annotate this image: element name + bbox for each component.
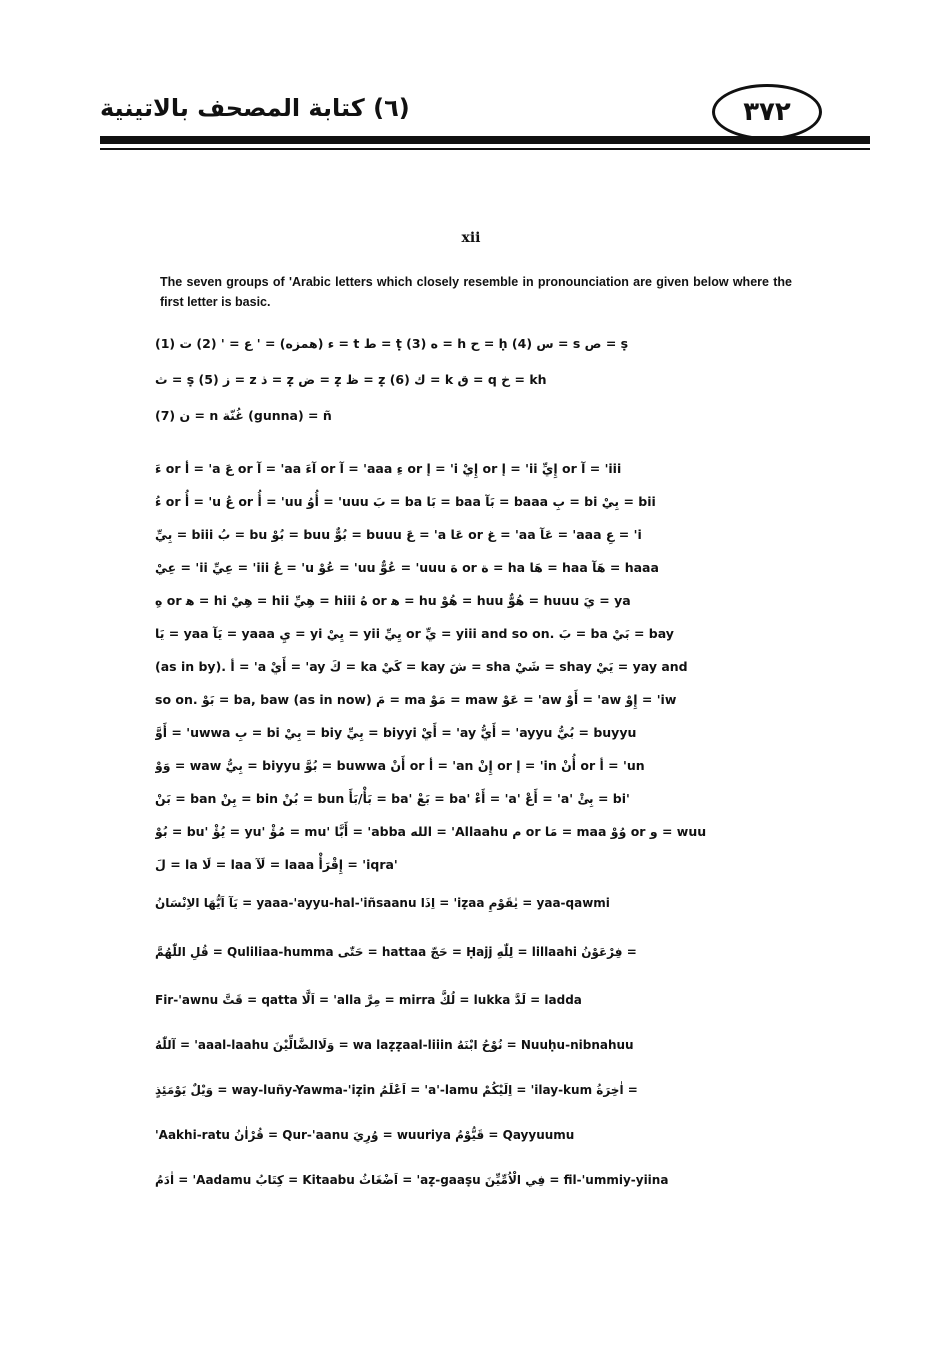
- letter-group-line: (7) ن = n غُنّة (gunna) = ñ: [155, 408, 332, 423]
- transliteration-line: لَ = la لَا = laa لَآ = laaa إِقْرَأْ = 'iqra': [155, 857, 398, 872]
- transliteration-body: [155, 326, 795, 1203]
- transliteration-line: عِيْ = 'ii عِيِّ = 'iii عُ = 'u عُوْ = 'uu عُوٌّ = 'uuu هَ or ة = ha هَا = haa هَآ = haaa: [155, 560, 659, 575]
- transliteration-line: ءَ or أ = 'a عَ or آ = 'aa آءَ or آ = 'aaa ءِ or إ = 'i إِيْ or إ = 'ii إِيِّ or آ = 'iii: [155, 461, 622, 476]
- transliteration-line: هِ or ﻫ = hi هِيْ = hii هِيِّ = hiii هُ or ﻫ = hu هُوْ = huu هُوٌّ = huuu يَ = ya: [155, 593, 631, 608]
- transliteration-line: أَوَّ = 'uwwa بِ = bi بِيْ = biy بِيِّ = biyyi أَيْ = 'ay أَيُّ = 'ayyu بُيُّ = buyyu: [155, 725, 637, 740]
- example-line: 'Aakhi-ratu قُرْاٰنُ = Qur-'aanu وُرِيَ = wuuriya قَيُّوْمُ = Qayyuumu: [155, 1128, 575, 1142]
- example-line: يَآ اَيُّهَا الاِنْسَانُ = yaaa-'ayyu-hal-'iñsaanu اِذَا = 'iẓaa يٰقَوْمِ = yaa-qawmi: [155, 896, 610, 910]
- page-number-oval: [712, 84, 822, 140]
- transliteration-line: ءُ or أُ = 'u عُ or أُ = 'uu أُوُ = 'uuu بَ = ba بَا = baa بَآ = baaa بِ = bi بِيْ = bii: [155, 494, 656, 509]
- example-line: Fir-'awnu قَتَّ = qatta اَلَّا = 'alla مِرَّ = mirra لُكَّ = lukka لَدَّ = ladda: [155, 993, 582, 1007]
- transliteration-line: بَنْ = ban بِنْ = bin بُنْ = bun بَأْ/بَأَ = ba' بَعْ = ba' أَءْ = 'a' أَعْ = 'a' بِئْ = bi': [155, 791, 630, 806]
- example-line: قُلِ اللّٰهُمَّ = Quliliaa-humma حَتّٰى = hattaa حَجّ = Ḥajj لِلّٰهِ = lillaahi فِرْعَوْنُ =: [155, 945, 637, 959]
- transliteration-line: وَوْ = waw بِيُّ = biyyu بُوَّ = buwwa أَنْ or أ = 'an إِنْ or إ = 'in أُنْ or أ = 'un: [155, 758, 645, 773]
- header-title: (٦) كتابة المصحف بالاتينية: [100, 94, 410, 122]
- roman-page-number: xii: [461, 230, 481, 246]
- letter-group-line: ث = ṣ (5) ز = z ذ = ẓ ض = ẓ ظ = ẓ (6) ك = k ق = q خ = kh: [155, 372, 547, 387]
- page-number: ٣٧٢: [743, 97, 791, 127]
- header-rule-thick: [100, 136, 870, 144]
- page-header: [100, 78, 870, 158]
- spacer: [155, 434, 795, 452]
- transliteration-line: يَا = yaa يَآ = yaaa يِ = yi يِيْ = yii يِيِّ or يِّ = yiii and so on. بَ = ba بَيْ = bay: [155, 626, 674, 641]
- transliteration-line: so on. بَوْ = ba, baw (as in now) مَ = ma مَوْ = maw عَوْ = 'aw أَوْ = 'aw إِوْ = 'iw: [155, 692, 677, 707]
- example-line: آللّٰهُ = 'aaal-laahu وَلَاالضَّالِّيْنَ = wa laẓẓaal-liiin نُوْحُ ابْنَهُ = Nuuḥu-nibnahuu: [155, 1038, 634, 1052]
- transliteration-line: (as in by). أ = 'a أَيْ = 'ay كَ = ka كَيْ = kay شَ = sha شَيْ = shay يَيْ = yay and: [155, 659, 688, 674]
- letter-group-line: (1) ء (همزه) = ' ع = ' (2) ت = t ط = ṭ (3) ه = h ح = ḥ (4) س = s ص = ṣ: [155, 336, 629, 351]
- header-rule-thin: [100, 148, 870, 150]
- example-line: اٰدَمُ = 'Aadamu كِتَابُ = Kitaabu اَضْغَاثُ = 'aẓ-gaaṣu فِي الْاُمِّيِّنَ = fil-'ummiy-yiina: [155, 1173, 669, 1187]
- transliteration-line: بُوْ = bu' يُؤْ = yu' مُؤْ = mu' أَبَّا = 'abba الله = 'Allaahu م or مَا = maa وُوْ or و = wuu: [155, 824, 707, 839]
- transliteration-line: بِيِّ = biii بُ = bu بُوْ = buu بُوٌّ = buuu عَ = 'a عَا or غ = 'aa عَآ = 'aaa عِ = 'i: [155, 527, 642, 542]
- example-line: وَيْلٌ يَوْمَئِذٍ = way-luñy-Yawma-'iẓin اَعْلَمُ = 'a'-lamu اِلَيْكُمْ = 'ilay-kum اٰخِرَةُ =: [155, 1083, 638, 1097]
- intro-paragraph: The seven groups of 'Arabic letters which closely resemble in pronounciation are given below where the first letter is basic.: [160, 275, 792, 309]
